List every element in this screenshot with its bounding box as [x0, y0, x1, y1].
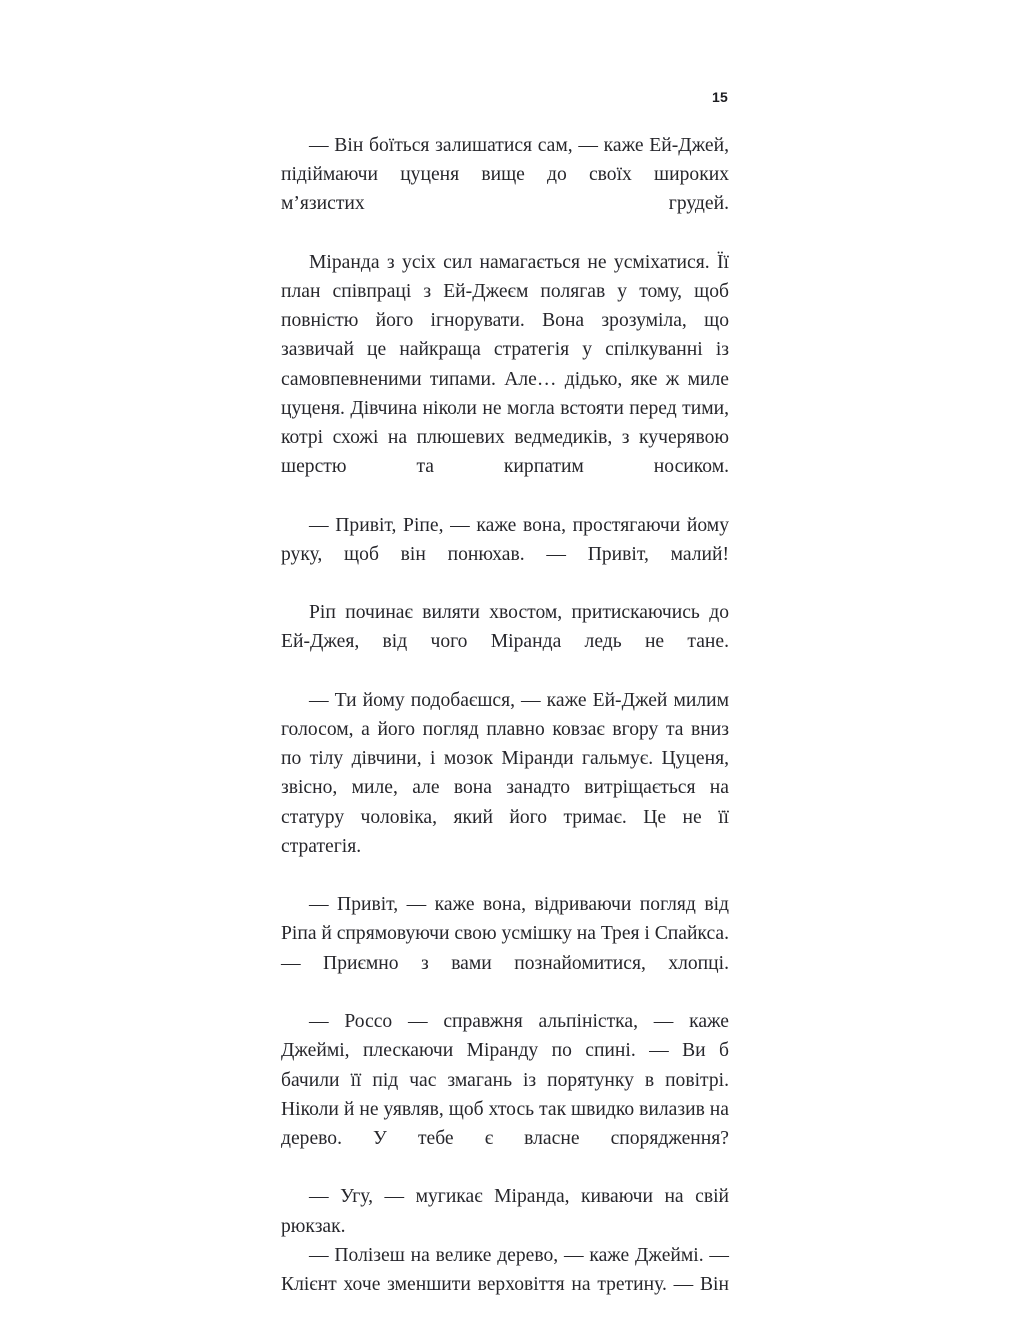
paragraph: — Привіт, Ріпе, — каже вона, простягаючи йому руку, щоб він понюхав. — Привіт, малий!: [281, 514, 729, 565]
body-text-block: [281, 131, 729, 1328]
paragraph: — Полізеш на велике дерево, — каже Джеймі. — Клієнт хоче зменшити верховіття на третину. — Він: [281, 1244, 729, 1295]
paragraph: Міранда з усіх сил намагається не усміхатися. Її план співпраці з Ей-Джеєм полягав у тому, щоб повністю його ігнорувати. Вона зрозуміла, що зазвичай це найкраща стратегія у спілкуванні із самовпевненими типами. Але… дідько, яке ж миле цуценя. Дівчина ніколи не могла встояти перед тими, котрі схожі на плюшевих ведмедиків, з кучерявою шерстю та кирпатим носиком.: [281, 251, 729, 478]
paragraph: — Угу, — мугикає Міранда, киваючи на свій рюкзак.: [281, 1186, 729, 1237]
paragraph: Ріп починає виляти хвостом, притискаючись до Ей-Джея, від чого Міранда ледь не тане.: [281, 602, 729, 653]
paragraph: — Россо — справжня альпіністка, — каже Джеймі, плескаючи Міранду по спині. — Ви б бачили її під час змагань із порятунку в повітрі. Ніколи й не уявляв, щоб хтось так швидко вилазив на дерево. У тебе є власне спорядження?: [281, 1011, 729, 1149]
paragraph: — Ти йому подобаєшся, — каже Ей-Джей милим голосом, а його погляд плавно ковзає вгору та вниз по тілу дівчини, і мозок Міранди гальмує. Цуценя, звісно, миле, але вона занадто витріщається на статуру чоловіка, який його тримає. Це не її стратегія.: [281, 689, 729, 857]
paragraph: — Привіт, — каже вона, відриваючи погляд від Ріпа й спрямовуючи свою усмішку на Трея і Спайкса. — Приємно з вами познайомитися, хлопці.: [281, 894, 729, 974]
paragraph: — Він боїться залишатися сам, — каже Ей-Джей, підіймаючи цуценя вище до своїх широких м’язистих грудей.: [281, 135, 729, 215]
page-number: 15: [712, 89, 728, 105]
